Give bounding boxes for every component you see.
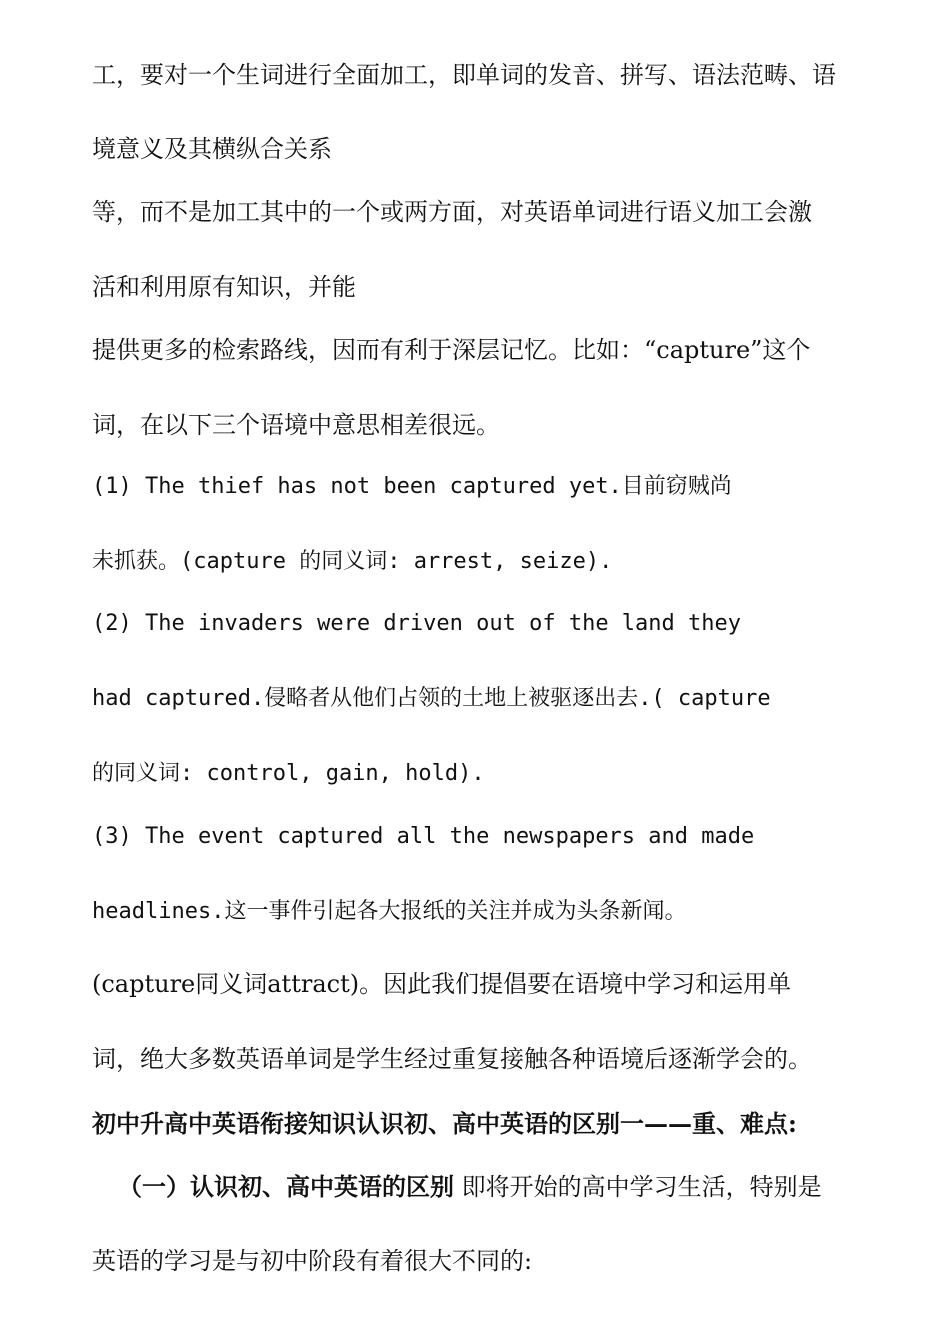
- example-2-line-2: had captured.侵略者从他们占领的土地上被驱逐出去.( capture: [92, 686, 771, 711]
- subsection-title: （一）认识初、高中英语的区别: [118, 1172, 454, 1201]
- example-2-line-3: 的同义词: control, gain, hold).: [92, 761, 485, 786]
- paragraph-line-4: 活和利用原有知识，并能: [92, 273, 356, 301]
- example-3-line-2: headlines.这一事件引起各大报纸的关注并成为头条新闻。: [92, 899, 687, 924]
- paragraph-line-1: 工，要对一个生词进行全面加工，即单词的发音、拼写、语法范畴、语: [92, 61, 836, 89]
- paragraph-line-5: 提供更多的检索路线，因而有利于深层记忆。比如：“capture”这个: [92, 336, 811, 364]
- example-3-line-1: (3) The event captured all the newspapers and made: [92, 824, 755, 849]
- paragraph-line-7: (capture同义词attract)。因此我们提倡要在语境中学习和运用单: [92, 970, 792, 998]
- example-1-line-2: 未抓获。(capture 的同义词: arrest, seize).: [92, 549, 613, 574]
- paragraph-line-6: 词，在以下三个语境中意思相差很远。: [92, 411, 500, 439]
- subsection-text: 即将开始的高中学习生活，特别是: [461, 1173, 822, 1201]
- section-heading: 初中升高中英语衔接知识认识初、高中英语的区别一——重、难点:: [92, 1109, 797, 1138]
- section-intro-line: [118, 1170, 860, 1204]
- paragraph-line-2: 境意义及其横纵合关系: [92, 135, 332, 163]
- subsection-continuation: 英语的学习是与初中阶段有着很大不同的:: [92, 1247, 533, 1275]
- paragraph-line-8: 词，绝大多数英语单词是学生经过重复接触各种语境后逐渐学会的。: [92, 1045, 812, 1073]
- example-2-line-1: (2) The invaders were driven out of the land they: [92, 611, 742, 636]
- example-1-line-1: (1) The thief has not been captured yet.目前窃贼尚: [92, 474, 732, 499]
- paragraph-line-3: 等，而不是加工其中的一个或两方面，对英语单词进行语义加工会激: [92, 198, 812, 226]
